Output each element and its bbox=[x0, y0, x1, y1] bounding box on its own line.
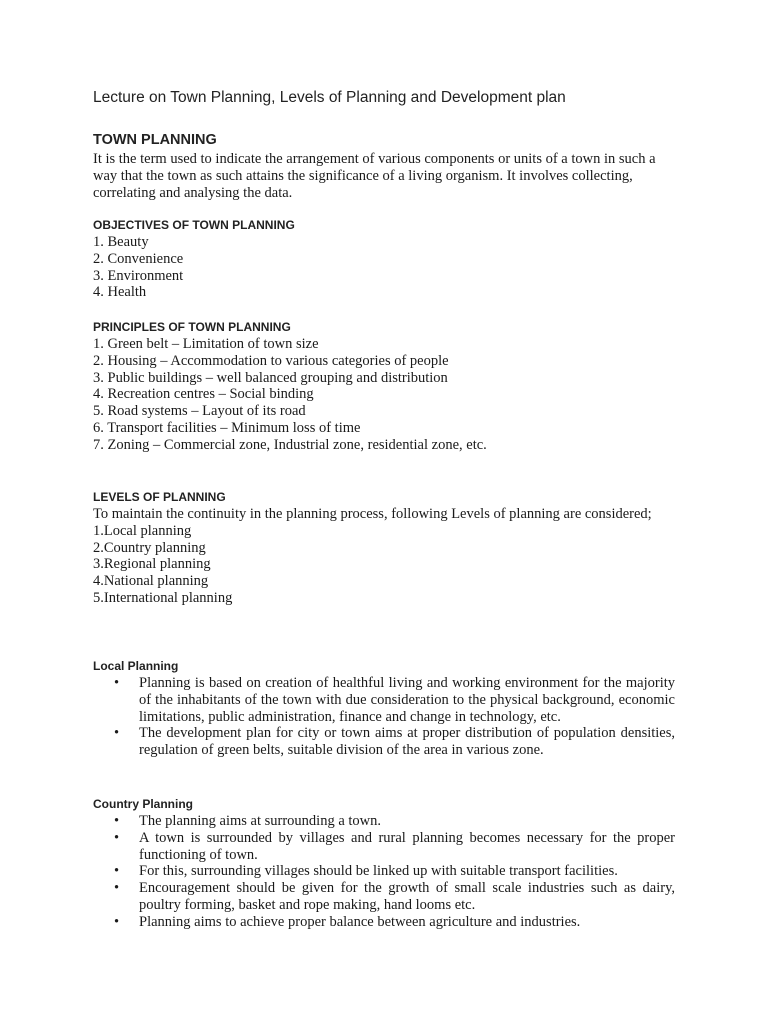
list-item: • Encouragement should be given for the growth of small scale industries such as dairy, poultry forming, basket and rope making, hand looms etc. bbox=[114, 880, 675, 913]
bullet-icon: • bbox=[114, 863, 120, 880]
objective-item: 1. Beauty bbox=[93, 234, 149, 250]
objective-item: 2. Convenience bbox=[93, 250, 184, 267]
country-planning-heading: Country Planning bbox=[93, 797, 193, 811]
bullet-icon: • bbox=[114, 725, 120, 742]
level-item: 5.International planning bbox=[93, 589, 233, 606]
level-item: 3.Regional planning bbox=[93, 556, 211, 573]
principle-item: 2. Housing – Accommodation to various categories of people bbox=[93, 352, 449, 369]
objective-item: 3. Environment bbox=[93, 267, 184, 284]
section-objectives bbox=[93, 217, 675, 301]
list-item: • Planning aims to achieve proper balance between agriculture and industries. bbox=[114, 913, 581, 930]
principle-item: 3. Public buildings – well balanced grouping and distribution bbox=[93, 369, 448, 386]
section-local-planning bbox=[93, 658, 675, 759]
document-title: Lecture on Town Planning, Levels of Planning and Development plan bbox=[93, 89, 566, 106]
objective-item: 4. Health bbox=[93, 284, 147, 301]
level-item: 2.Country planning bbox=[93, 539, 206, 556]
principles-heading: PRINCIPLES OF TOWN PLANNING bbox=[93, 320, 291, 334]
levels-intro: To maintain the continuity in the planning process, following Levels of planning are considered; bbox=[93, 506, 652, 522]
list-item: • A town is surrounded by villages and rural planning becomes necessary for the proper functioning of town. bbox=[114, 829, 675, 863]
list-item: • The planning aims at surrounding a town. bbox=[114, 813, 382, 829]
level-item: 1.Local planning bbox=[93, 522, 192, 539]
local-planning-heading: Local Planning bbox=[93, 659, 179, 673]
bullet-icon: • bbox=[114, 675, 120, 691]
principle-item: 5. Road systems – Layout of its road bbox=[93, 403, 306, 420]
town-planning-text: It is the term used to indicate the arrangement of various components or units of a town in such a way that the town as such attains the significance of a living organism. It involves collecting, correlating and analysing the data. bbox=[93, 151, 656, 201]
principle-item: 7. Zoning – Commercial zone, Industrial zone, residential zone, etc. bbox=[93, 436, 487, 453]
list-item: • Planning is based on creation of healthful living and working environment for the majority of the inhabitants of the town with due consideration to the physical background, economic limitations, public administration, finance and change in technology, etc. bbox=[114, 675, 675, 725]
town-planning-heading: TOWN PLANNING bbox=[93, 132, 217, 148]
section-levels bbox=[93, 489, 675, 607]
bullet-icon: • bbox=[114, 913, 120, 930]
principle-item: 6. Transport facilities – Minimum loss of time bbox=[93, 419, 361, 436]
list-item: • The development plan for city or town aims at proper distribution of population densities, regulation of green belts, suitable division of the area in various zone. bbox=[114, 725, 675, 759]
principle-item: 4. Recreation centres – Social binding bbox=[93, 386, 314, 403]
section-country-planning bbox=[93, 796, 675, 931]
list-item: • For this, surrounding villages should be linked up with suitable transport facilities. bbox=[114, 863, 618, 880]
principle-item: 1. Green belt – Limitation of town size bbox=[93, 336, 319, 352]
levels-heading: LEVELS OF PLANNING bbox=[93, 490, 226, 504]
bullet-icon: • bbox=[114, 829, 120, 846]
section-principles bbox=[93, 319, 675, 454]
bullet-icon: • bbox=[114, 813, 120, 829]
bullet-icon: • bbox=[114, 880, 120, 897]
level-item: 4.National planning bbox=[93, 573, 209, 590]
objectives-heading: OBJECTIVES OF TOWN PLANNING bbox=[93, 218, 295, 232]
section-town-planning bbox=[93, 132, 675, 201]
